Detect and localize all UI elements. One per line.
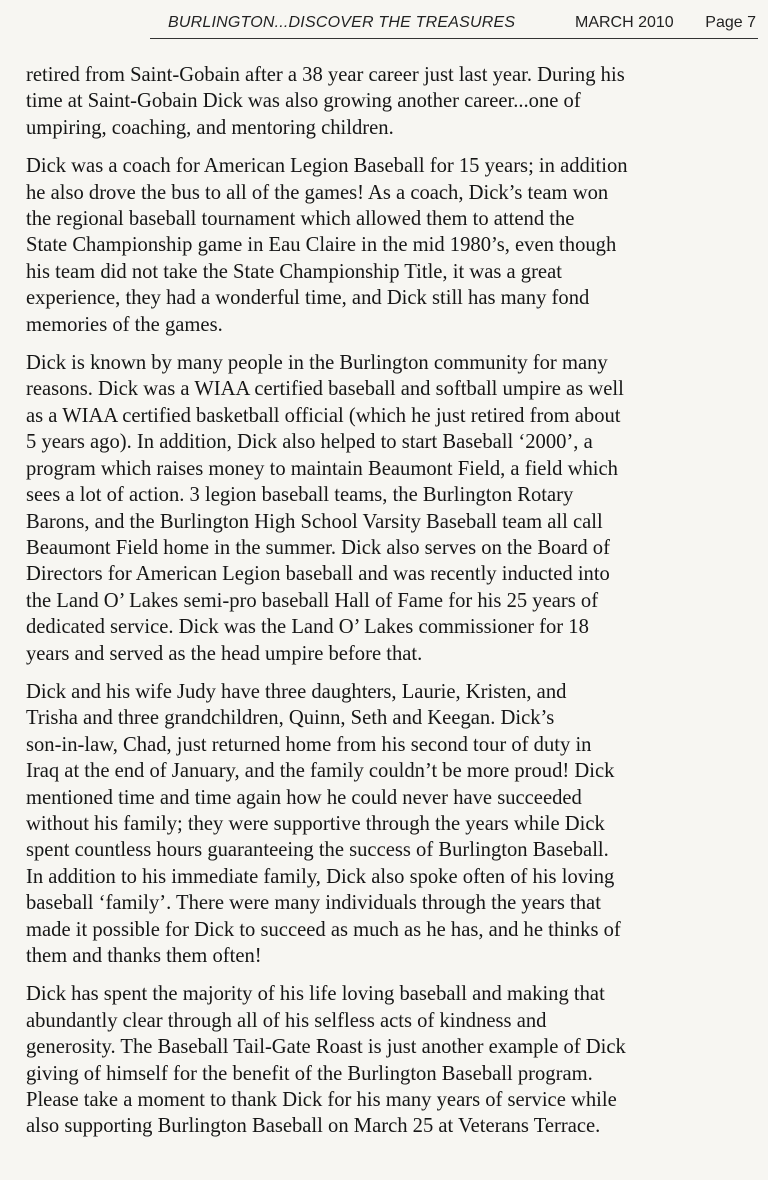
text-line: son-in-law, Chad, just returned home from his second tour of duty in bbox=[26, 733, 592, 756]
text-line: abundantly clear through all of his selfless acts of kindness and bbox=[26, 1009, 547, 1032]
text-line: also supporting Burlington Baseball on March 25 at Veterans Terrace. bbox=[26, 1115, 601, 1138]
text-line: sees a lot of action. 3 legion baseball teams, the Burlington Rotary bbox=[26, 484, 574, 507]
text-line: memories of the games. bbox=[26, 313, 223, 336]
text-line: program which raises money to maintain Beaumont Field, a field which bbox=[26, 457, 618, 480]
text-line: mentioned time and time again how he could never have succeeded bbox=[26, 786, 582, 809]
text-line: generosity. The Baseball Tail-Gate Roast is just another example of Dick bbox=[26, 1036, 626, 1059]
text-line: reasons. Dick was a WIAA certified baseball and softball umpire as well bbox=[26, 378, 624, 401]
text-line: as a WIAA certified basketball official (which he just retired from about bbox=[26, 404, 621, 427]
text-line: dedicated service. Dick was the Land O’ Lakes commissioner for 18 bbox=[26, 616, 589, 639]
text-line: Dick and his wife Judy have three daughters, Laurie, Kristen, and bbox=[26, 680, 567, 703]
article-paragraph bbox=[26, 981, 744, 1139]
text-line: experience, they had a wonderful time, and Dick still has many fond bbox=[26, 287, 590, 310]
text-line: giving of himself for the benefit of the Burlington Baseball program. bbox=[26, 1062, 593, 1085]
text-line: Dick was a coach for American Legion Baseball for 15 years; in addition bbox=[26, 155, 628, 178]
header-title: BURLINGTON...DISCOVER THE TREASURES bbox=[168, 14, 516, 31]
text-line: Dick has spent the majority of his life loving baseball and making that bbox=[26, 983, 605, 1006]
text-line: Iraq at the end of January, and the family couldn’t be more proud! Dick bbox=[26, 760, 615, 783]
text-line: retired from Saint-Gobain after a 38 year career just last year. During his bbox=[26, 64, 625, 86]
text-line: State Championship game in Eau Claire in the mid 1980’s, even though bbox=[26, 234, 617, 257]
text-line: them and thanks them often! bbox=[26, 945, 262, 967]
text-line: made it possible for Dick to succeed as much as he has, and he thinks of bbox=[26, 918, 621, 941]
text-line: his team did not take the State Championship Title, it was a great bbox=[26, 260, 562, 283]
text-line: In addition to his immediate family, Dick also spoke often of his loving bbox=[26, 865, 615, 888]
text-line: Dick is known by many people in the Burlington community for many bbox=[26, 352, 608, 375]
text-line: Trisha and three grandchildren, Quinn, Seth and Keegan. Dick’s bbox=[26, 707, 555, 730]
text-line: baseball ‘family’. There were many individuals through the years that bbox=[26, 892, 601, 915]
text-line: the regional baseball tournament which allowed them to attend the bbox=[26, 208, 575, 231]
text-line: 5 years ago). In addition, Dick also helped to start Baseball ‘2000’, a bbox=[26, 431, 593, 454]
page-number: Page 7 bbox=[705, 14, 756, 31]
text-line: Barons, and the Burlington High School Varsity Baseball team all call bbox=[26, 510, 603, 533]
article-paragraph bbox=[26, 153, 744, 338]
header-date: MARCH 2010 bbox=[575, 14, 674, 31]
text-line: he also drove the bus to all of the games! As a coach, Dick’s team won bbox=[26, 181, 609, 204]
text-line: time at Saint-Gobain Dick was also growing another career...one of bbox=[26, 90, 581, 113]
text-line: Please take a moment to thank Dick for his many years of service while bbox=[26, 1089, 617, 1112]
article-body bbox=[26, 62, 744, 1152]
text-line: years and served as the head umpire before that. bbox=[26, 642, 423, 665]
page-header bbox=[150, 12, 758, 39]
text-line: the Land O’ Lakes semi-pro baseball Hall of Fame for his 25 years of bbox=[26, 589, 599, 612]
text-line: Beaumont Field home in the summer. Dick also serves on the Board of bbox=[26, 536, 610, 559]
text-line: Directors for American Legion baseball and was recently inducted into bbox=[26, 563, 610, 586]
text-line: umpiring, coaching, and mentoring children. bbox=[26, 116, 394, 139]
text-line: spent countless hours guaranteeing the success of Burlington Baseball. bbox=[26, 839, 609, 862]
article-paragraph bbox=[26, 62, 744, 141]
article-paragraph bbox=[26, 350, 744, 667]
text-line: without his family; they were supportive through the years while Dick bbox=[26, 812, 605, 835]
article-paragraph bbox=[26, 679, 744, 969]
